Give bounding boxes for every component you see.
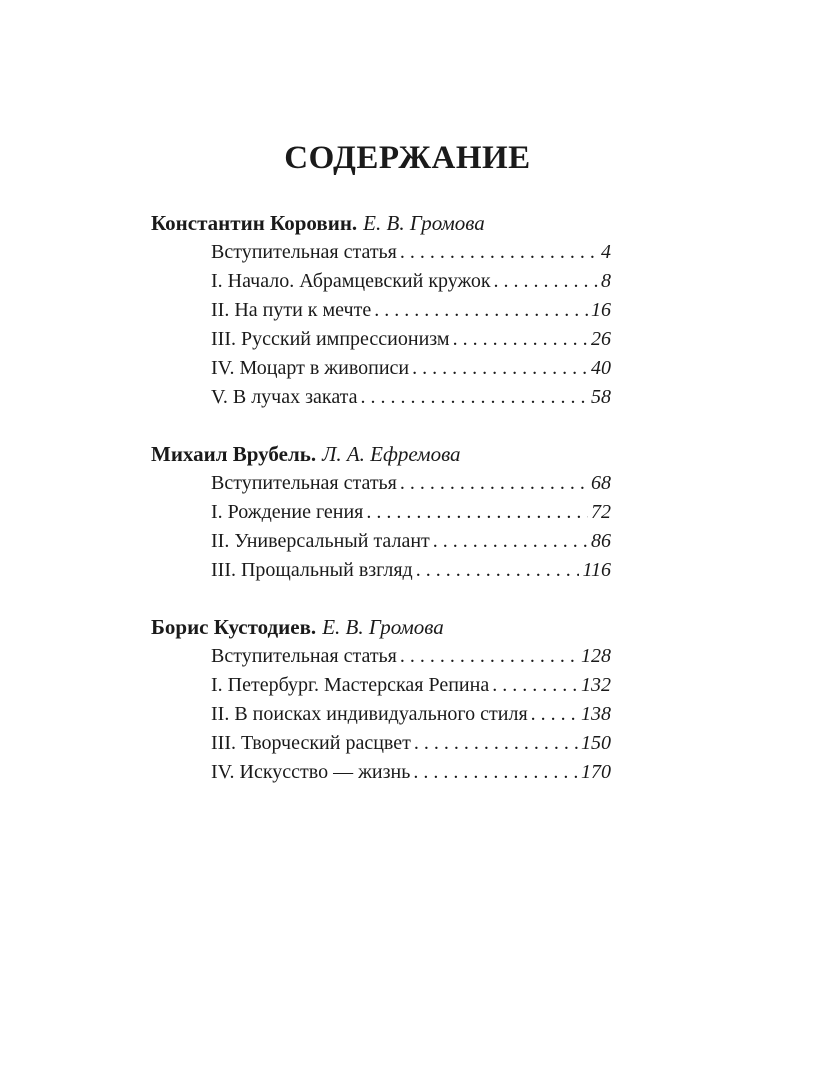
entry-title: IV. Моцарт в живописи [211,357,410,379]
dot-leader [412,354,588,383]
entry-title: V. В лучах заката [211,386,358,408]
entry-title: I. Петербург. Мастерская Репина [211,674,490,696]
entry-page-number: 150 [581,732,611,754]
table-of-contents [151,208,611,787]
dot-leader [433,527,588,556]
entry-page-number: 86 [591,530,611,552]
entry-title: I. Рождение гения [211,501,364,523]
entry-title: II. В поисках индивидуального стиля [211,703,528,725]
entry-page-number: 132 [581,674,611,696]
toc-entries [151,642,611,787]
entry-page-number: 8 [601,270,611,292]
toc-entry[interactable] [211,383,611,412]
toc-entry[interactable] [211,498,611,527]
entry-title: IV. Искусство — жизнь [211,761,411,783]
section-heading [151,208,611,238]
entry-page-number: 16 [591,299,611,321]
dot-leader [374,296,588,325]
toc-entry[interactable] [211,700,611,729]
entry-page-number: 128 [581,645,611,667]
toc-section-korovin [151,208,611,412]
toc-section-kustodiev [151,612,611,787]
toc-entry[interactable] [211,267,611,296]
dot-leader [531,700,578,729]
entry-title: Вступительная статья [211,241,397,263]
toc-entry[interactable] [211,354,611,383]
section-heading [151,612,611,642]
dot-leader [366,498,588,527]
toc-entry[interactable] [211,325,611,354]
entry-title: III. Прощальный взгляд [211,559,413,581]
toc-entries [151,238,611,412]
entry-title: Вступительная статья [211,472,397,494]
dot-leader [413,758,578,787]
artist-name: Борис Кустодиев. [151,615,317,639]
entry-page-number: 26 [591,328,611,350]
dot-leader [414,729,578,758]
dot-leader [361,383,588,412]
entry-page-number: 68 [591,472,611,494]
toc-entry[interactable] [211,729,611,758]
toc-entry[interactable] [211,671,611,700]
entry-title: Вступительная статья [211,645,397,667]
dot-leader [492,671,578,700]
dot-leader [494,267,598,296]
toc-entry[interactable] [211,296,611,325]
entry-page-number: 170 [581,761,611,783]
toc-entry[interactable] [211,527,611,556]
dot-leader [453,325,588,354]
artist-name: Михаил Врубель. [151,442,317,466]
entry-page-number: 116 [582,559,611,581]
page-title: СОДЕРЖАНИЕ [284,140,531,176]
section-author: Л. А. Ефремова [322,442,461,466]
entry-title: III. Творческий расцвет [211,732,411,754]
dot-leader [400,238,598,267]
toc-entry[interactable] [211,469,611,498]
entry-title: III. Русский импрессионизм [211,328,450,350]
dot-leader [416,556,580,585]
entry-page-number: 40 [591,357,611,379]
toc-entry[interactable] [211,556,611,585]
dot-leader [400,642,578,671]
entry-page-number: 138 [581,703,611,725]
section-heading [151,439,611,469]
artist-name: Константин Коровин. [151,211,358,235]
entry-title: I. Начало. Абрамцевский кружок [211,270,491,292]
toc-entries [151,469,611,585]
dot-leader [400,469,588,498]
entry-title: II. Универсальный талант [211,530,430,552]
section-author: Е. В. Громова [322,615,444,639]
entry-page-number: 58 [591,386,611,408]
entry-title: II. На пути к мечте [211,299,372,321]
toc-entry[interactable] [211,642,611,671]
entry-page-number: 72 [591,501,611,523]
toc-entry[interactable] [211,238,611,267]
section-author: Е. В. Громова [363,211,485,235]
entry-page-number: 4 [601,241,611,263]
toc-section-vrubel [151,439,611,585]
toc-entry[interactable] [211,758,611,787]
